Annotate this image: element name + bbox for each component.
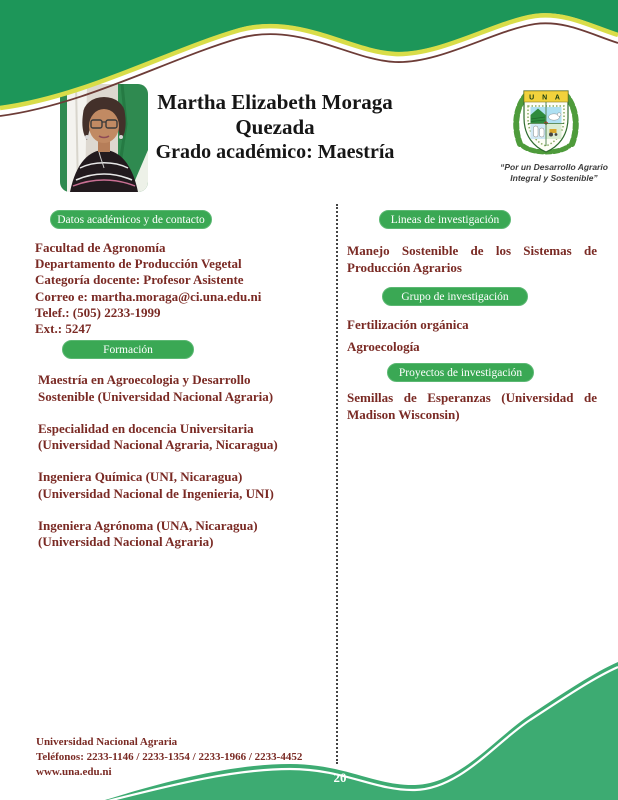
contact-department: Departamento de Producción Vegetal xyxy=(35,256,242,272)
formacion-item-line: Maestría en Agroecologia y Desarrollo xyxy=(38,372,251,387)
footer-block xyxy=(36,735,302,780)
formacion-item xyxy=(38,372,323,405)
section-header-lineas-investigacion: Lineas de investigación xyxy=(379,210,511,229)
section-header-proyectos-investigacion: Proyectos de investigación xyxy=(387,363,534,382)
motto-line2: Integral y Sostenible” xyxy=(510,172,598,183)
contact-faculty: Facultad de Agronomía xyxy=(35,240,166,255)
formacion-item xyxy=(38,469,323,502)
formacion-item-line: Especialidad en docencia Universitaria xyxy=(38,420,254,436)
formacion-item xyxy=(38,421,323,454)
footer-website: www.una.edu.ni xyxy=(36,766,112,778)
contact-info-block xyxy=(35,240,330,337)
section-header-formacion: Formación xyxy=(62,340,194,359)
proyectos-investigacion-text: Semillas de Esperanzas (Universidad de Madison Wisconsin) xyxy=(347,390,597,422)
formacion-item-line: (Universidad Nacional Agraria) xyxy=(38,534,214,549)
formacion-item xyxy=(38,518,323,551)
person-name: Martha Elizabeth Moraga Quezada xyxy=(157,90,393,139)
formacion-item-line: (Universidad Nacional de Ingenieria, UNI) xyxy=(38,485,274,501)
motto xyxy=(494,162,614,183)
footer-institution: Universidad Nacional Agraria xyxy=(36,736,178,748)
grupo-item-agroecologia: Agroecología xyxy=(347,339,420,354)
motto-line1: “Por un Desarrollo Agrario xyxy=(500,162,608,172)
lineas-investigacion-text: Manejo Sostenible de los Sistemas de Producción Agrarios xyxy=(347,243,597,275)
contact-phone: Telef.: (505) 2233-1999 xyxy=(35,304,161,320)
formacion-item-line: Ingeniera Química (UNI, Nicaragua) xyxy=(38,469,243,484)
section-header-grupo-investigacion: Grupo de investigación xyxy=(382,287,528,306)
contact-extension: Ext.: 5247 xyxy=(35,321,92,337)
logo-acronym-text: U N A xyxy=(529,94,563,102)
footer-phones: Teléfonos: 2233-1146 / 2233-1354 / 2233-1966 / 2233-4452 xyxy=(36,751,303,763)
grupo-item-fertilizacion: Fertilización orgánica xyxy=(347,317,469,332)
degree-line: Grado académico: Maestría xyxy=(155,141,395,163)
formacion-list xyxy=(38,372,323,566)
formacion-item-line: Sostenible (Universidad Nacional Agraria) xyxy=(38,388,274,404)
page-number: 20 xyxy=(333,770,347,785)
contact-category: Categoría docente: Profesor Asistente xyxy=(35,272,244,288)
formacion-item-line: Ingeniera Agrónoma (UNA, Nicaragua) xyxy=(38,517,258,533)
top-wave-decoration xyxy=(0,0,618,145)
formacion-item-line: (Universidad Nacional Agraria, Nicaragua) xyxy=(38,437,278,452)
contact-email: Correo e: martha.moraga@ci.una.edu.ni xyxy=(35,288,262,304)
section-header-datos-academicos: Datos académicos y de contacto xyxy=(50,210,212,229)
